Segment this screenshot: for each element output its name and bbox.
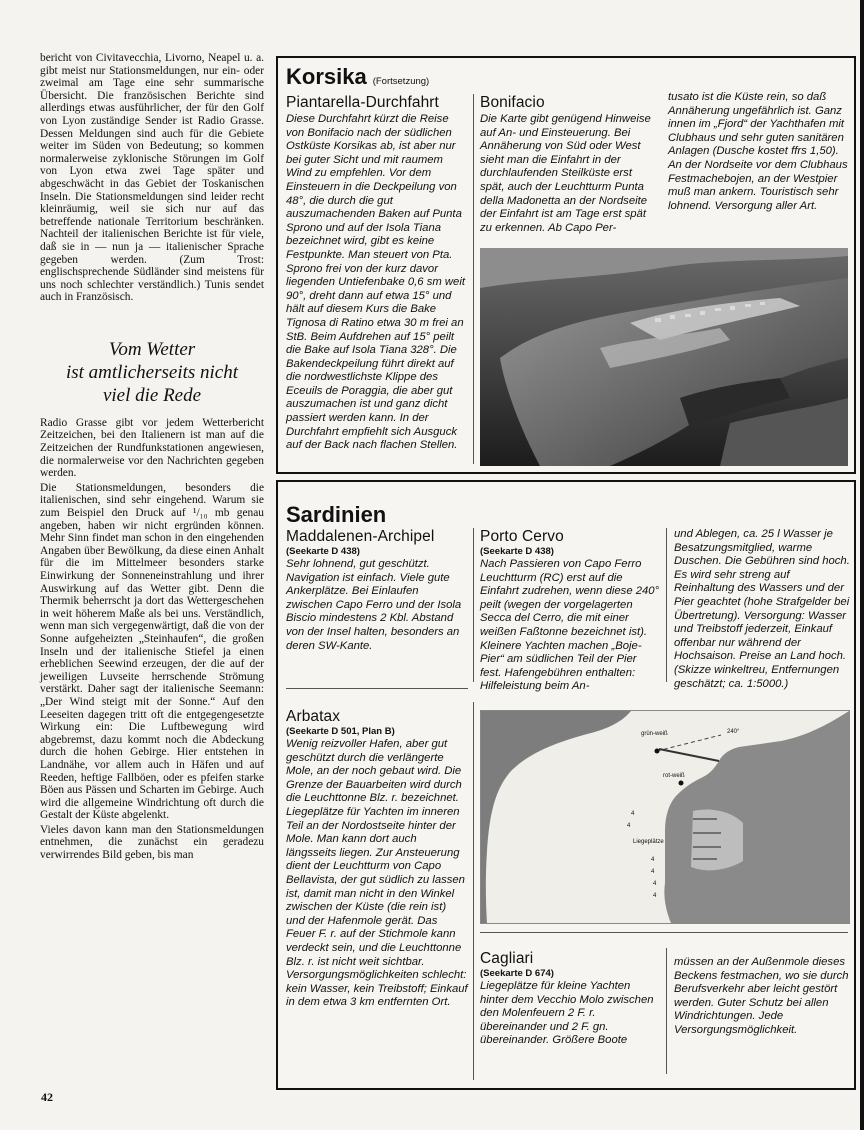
- cagliari-heading: Cagliari: [480, 950, 534, 967]
- porto-cervo-heading: Porto Cervo: [480, 528, 564, 545]
- left-paragraph-4: Vieles davon kann man den Stationsmeldungen entnehmen, die zunächst ein geradezu verwirrendes Bild geben, bis man: [40, 823, 264, 862]
- svg-text:4: 4: [651, 857, 655, 863]
- harbour-chart-image: [481, 711, 849, 923]
- map-label-berths: Liegeplätze: [633, 839, 664, 845]
- korsika-title: Korsika (Fortsetzung): [286, 64, 430, 89]
- cagliari-text-1: Liegeplätze für kleine Yachten hinter dem Vecchio Molo zwischen den Molenfeuern 2 F. r. übereinander und 2 F. gn. übereinander. Größere Boote: [480, 980, 654, 1047]
- maddalenen-chart-ref: (Seekarte D 438): [286, 546, 360, 557]
- map-label-bearing: 240°: [727, 729, 740, 735]
- porto-cervo-text-1: Nach Passieren von Capo Ferro Leuchtturm (RC) erst auf die Einfahrt zudrehen, wenn diese 240° peilt (wegen der vorgelagerten Secca del Cerro, die mit einer weißen Faßtonne bezeichnet ist). Kleinere Yachten machen „Boje-Pier“ am südlichen Teil der Pier fest. Hafengebühren enthalten: Hilfeleistung beim An-: [480, 558, 660, 693]
- section-divider: [286, 688, 468, 689]
- svg-text:4: 4: [653, 893, 657, 899]
- maddalenen-text: Sehr lohnend, gut geschützt. Navigation ist einfach. Viele gute Ankerplätze. Bei Einlaufen zwischen Capo Ferro und der Isola Biscio mindestens 2 Kbl. Abstand von der Insel halten, besonders an deren SW-Kante.: [286, 558, 462, 652]
- porto-cervo-sketch-map: [480, 710, 850, 924]
- cagliari-chart-ref: (Seekarte D 674): [480, 968, 554, 979]
- left-paragraph-1: bericht von Civitavecchia, Livorno, Neapel u. a. gibt meist nur Stationsmeldungen, nur ein- oder zweimal am Tage eine sehr summarische Übersicht. Die französischen Berichte sind allerdings etwas ausführlicher, der für den Golf von Lyon zuständige Sender ist Radio Grasse. Dessen Meldungen sind auch für die Gebiete weiter im Süden von Bedeutung; so kommen normalerweise zyklonische Störungen im Golf von Lyon etwa zwei Tage später und abgeschwächt in das Gebiet der Toskanischen Inseln. Die Stationsmeldungen sind leider recht kleinräumig, weil sie sich nur auf das betreffende nationale Territorium beschränken. Nachteil der italienischen Berichte ist für viele, daß sie in — nun ja — italienischer Sprache gegeben werden. (Zum Trost: englischsprechende Südländer sind meistens für uns noch schlechter verständlich.) Tunis sendet auch in Französisch.: [40, 52, 264, 304]
- svg-text:4: 4: [627, 823, 631, 829]
- left-paragraph-2: Radio Grasse gibt vor jedem Wetterbericht Zeitzeichen, bei den Italienern ist man auf die Zeitzeichen der Rundfunkstationen angewiesen, die normalerweise vor den Nachrichten gegeben werden.: [40, 416, 264, 480]
- page-number: 42: [41, 1090, 53, 1104]
- bonifacio-text-2: tusato ist die Küste rein, so daß Annäherung ungefährlich ist. Ganz innen im „Fjord“ der Yachthafen mit Clubhaus und sehr guten sanitären Anlagen (Dusche kostet ffrs 1,50). An der Nordseite vor dem Clubhaus Festmachebojen, an der Westpier muß man ankern. Touristisch sehr lohnend. Versorgung aller Art.: [668, 91, 848, 212]
- left-column: [40, 52, 264, 864]
- arbatax-text: Wenig reizvoller Hafen, aber gut geschützt durch die verlängerte Mole, an der noch gebaut wird. Die Grenze der Bauarbeiten wird durch die Leuchttonne Blz. r. bezeichnet. Liegeplätze für Yachten im inneren Teil an der Nordostseite hinter der Mole. Man kann dort auch längsseits liegen. Zur Ansteuerung dient der Leuchtturm von Capo Bellavista, der gut südlich zu lassen ist, damit man nicht in den Winkel zwischen der Küste (die rein ist) und der Hafenmole gerät. Das Feuer F. r. auf der Stichmole kann verdeckt sein, und die Leuchttonne Blz. r. ist nicht weit sichtbar. Versorgungsmöglichkeiten schlecht: kein Wasser, kein Treibstoff; Einkauf in dem etwa 3 km entfernten Ort.: [286, 738, 468, 1009]
- map-label-green-white: grün-weiß: [641, 731, 668, 737]
- bonifacio-heading: Bonifacio: [480, 94, 545, 111]
- korsika-box: [276, 56, 856, 474]
- arbatax-chart-ref: (Seekarte D 501, Plan B): [286, 726, 395, 737]
- section-divider: [480, 932, 848, 933]
- left-subheading: Vom Wetter ist amtlicherseits nicht viel die Rede: [65, 338, 239, 406]
- arbatax-heading: Arbatax: [286, 708, 341, 725]
- bonifacio-text-1: Die Karte gibt genügend Hinweise auf An- und Einsteuerung. Bei Annäherung von Süd oder West sieht man die Einfahrt in der durchlaufenden Steilküste erst spät, auch der Leuchtturm Punta della Madonetta an der Nordseite der Einfahrt ist am Tage erst spät zu erkennen. Ab Capo Per-: [480, 113, 651, 234]
- svg-text:4: 4: [651, 869, 655, 875]
- maddalenen-heading: Maddalenen-Archipel: [286, 528, 435, 545]
- cagliari-text-2: müssen an der Außenmole dieses Beckens festmachen, wo sie durch Berufsverkehr aber leicht gestört werden. Guter Schutz bei allen Windrichtungen. Jede Versorgungsmöglichkeit.: [674, 956, 849, 1036]
- piantarella-text: Diese Durchfahrt kürzt die Reise von Bonifacio nach der südlichen Ostküste Korsikas ab, ist aber nur bei guter Sicht und mit raumem Wind zu empfehlen. Vor dem Einsteuern in die Deckpeilung von 48°, die durch die gut auszumachenden Baken auf Punta Sprono und auf der Isola Tiana bezeichnet wird, gibt es keine Festpunkte. Man steuert von Pta. Sprono frei von der kurz davor liegenden Untiefenbake 0,6 sm weit 90°, dreht dann auf etwa 15° und hält auf diesem Kurs die Bake Tignosa di Ratino etwa 30 m frei an StB. Beim Aufdrehen auf 15° peilt die Bake auf Isola Tiana 328°. Die Bakendeckpeilung führt direkt auf die nordwestlichste Klippe des Eceuils de Poraggia, die aber gut auszumachen ist und ganz dicht passiert werden kann. In der Durchfahrt empfiehlt sich Ausguck auf der Back nach flachen Stellen.: [286, 113, 465, 452]
- page-edge-bar: [860, 0, 864, 1130]
- porto-cervo-text-2: und Ablegen, ca. 25 l Wasser je Besatzungsmitglied, warme Duschen. Die Gebühren sind hoch. Es wird sehr streng auf Reinhaltung des Wassers und der Pier geachtet (hohe Strafgelder bei Übertretung). Versorgung: Wasser und Treibstoff jederzeit, Einkauf offenbar nur während der Hochsaison. Preise an Land hoch. (Skizze winkeltreu, Entfernungen geschätzt; ca. 1:5000.): [674, 528, 850, 690]
- bonifacio-photo: [480, 248, 848, 466]
- column-divider: [666, 948, 667, 1074]
- sardinien-title: Sardinien: [286, 502, 387, 527]
- svg-text:4: 4: [653, 881, 657, 887]
- column-divider: [473, 528, 474, 682]
- porto-cervo-chart-ref: (Seekarte D 438): [480, 546, 554, 557]
- piantarella-heading: Piantarella-Durchfahrt: [286, 94, 439, 111]
- left-paragraph-3: Die Stationsmeldungen, besonders die italienischen, sind sehr eingehend. Warum sie zum Beispiel den Druck auf ¹/₁₀ mb genau angeben, haben wir nicht ergründen können. Mehr Sinn findet man schon in den eingehenden Angaben über Bewölkung, da diese einen Anhalt für die im Mittelmeer besonders starke Einwirkung der Sonneneinstrahlung und ihrer Auswirkung auf das Wetter gibt. Denn die Thermik beherrscht ja dort das Wettergeschehen in weit höherem Maße als bei uns. Verständlich, wenn man sich vergegenwärtigt, daß die von der Sonne aufgeheizten „Steinhaufen“, die großen Inseln und der italienische Stiefel ja einen erheblichen Seewind erzeugen, der die auf der jeweiligen Luvseite herrschende Strömung verstärkt. Daher sagt der italienische Seemann: „Der Wind steigt mit der Sonne.“ Auf den Leeseiten dagegen tritt oft die entgegengesetzte Wirkung ein: Die Luftbewegung wird abgebremst, dazu kommt noch die Abdeckung durch die hohen Gebirge. Hier entstehen in Landnähe, vor allem auch in Häfen und auf Reeden, heftige Fallböen, oder es pfeifen starke Böen aus Pässen und Scharten im Gebirge. Auch wird die allgemeine Windrichtung oft durch die Gestalt der Küste abgelenkt.: [40, 481, 264, 822]
- svg-text:4: 4: [631, 811, 635, 817]
- column-divider: [473, 702, 474, 1080]
- sardinien-box: [276, 480, 856, 1090]
- bonifacio-aerial-image: [480, 248, 848, 466]
- column-divider: [666, 528, 667, 682]
- map-label-red-white: rot-weiß: [663, 773, 685, 779]
- column-divider: [473, 94, 474, 464]
